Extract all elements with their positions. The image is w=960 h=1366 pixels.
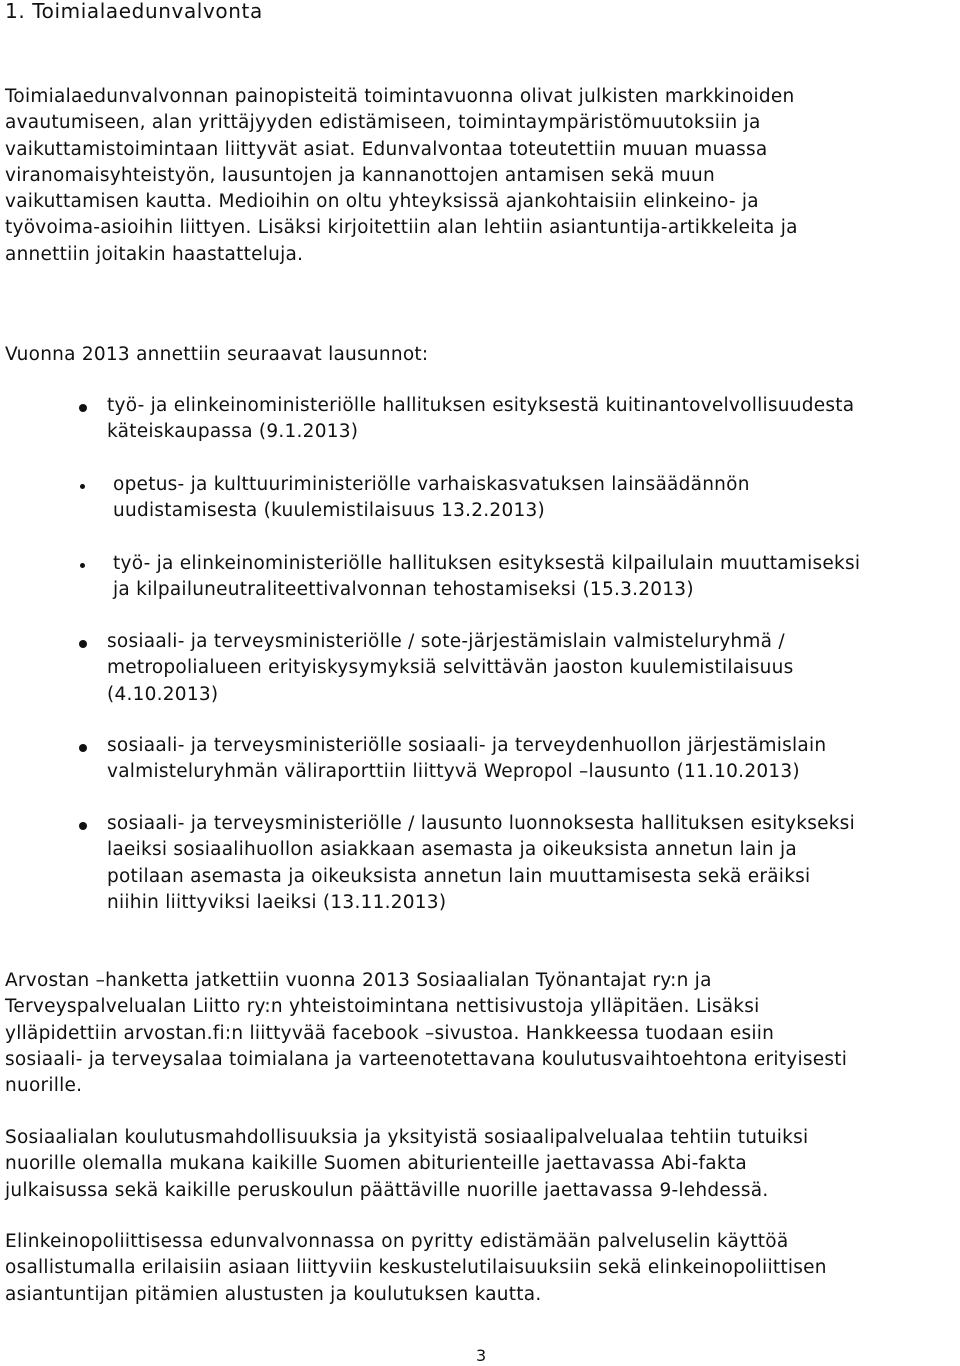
list-item-line: (4.10.2013) <box>107 683 219 705</box>
list-item-line: sosiaali- ja terveysministeriölle / lausunto luonnoksesta hallituksen esitykseksi <box>107 813 855 834</box>
list-item-line: käteiskaupassa (9.1.2013) <box>107 421 359 443</box>
bullet-icon <box>79 822 87 830</box>
education-line: julkaisussa sekä kaikille peruskoulun päättäville nuorille jaettavassa 9-lehdessä. <box>5 1179 769 1201</box>
intro-paragraph <box>5 84 955 268</box>
arvostan-line: Arvostan –hanketta jatkettiin vuonna 2013 Sosiaalialan Työnantajat ry:n ja <box>5 970 712 991</box>
list-item-line: työ- ja elinkeinoministeriölle hallituksen esityksestä kilpailulain muuttamiseksi <box>113 553 861 574</box>
intro-line: viranomaisyhteistyön, lausuntojen ja kannanottojen antamisen sekä muun <box>5 164 715 186</box>
list-item-line: laeiksi sosiaalihuollon asiakkaan asemasta ja oikeuksista annetun lain ja <box>107 839 797 861</box>
intro-line: avautumiseen, alan yrittäjyyden edistämiseen, toimintaympäristömuutoksiin ja <box>5 112 761 134</box>
bullet-icon <box>79 744 87 752</box>
policy-paragraph <box>5 1229 955 1308</box>
intro-line: vaikuttamisen kautta. Medioihin on oltu yhteyksissä ajankohtaisiin elinkeino- ja <box>5 191 759 213</box>
policy-line: Elinkeinopoliittisessa edunvalvonnassa on pyritty edistämään palveluselin käyttöä <box>5 1231 789 1252</box>
education-line: nuorille olemalla mukana kaikille Suomen abiturienteille jaettavassa Abi-fakta <box>5 1153 747 1175</box>
intro-line: työvoima-asioihin liittyen. Lisäksi kirjoitettiin alan lehtiin asiantuntija-artikkeleita ja <box>5 217 798 239</box>
policy-line: osallistumalla erilaisiin asiaan liittyviin keskustelutilaisuuksiin sekä elinkeinopoliittisen <box>5 1257 827 1279</box>
arvostan-line: Terveyspalvelualan Liitto ry:n yhteistoimintana nettisivustoja ylläpitäen. Lisäksi <box>5 996 760 1018</box>
education-paragraph <box>5 1125 955 1204</box>
intro-line: vaikuttamistoimintaan liittyvät asiat. Edunvalvontaa toteutettiin muuan muassa <box>5 138 768 160</box>
page-number: 3 <box>476 1346 487 1365</box>
list-item-line: niihin liittyviksi laeiksi (13.11.2013) <box>107 891 447 913</box>
bullet-icon <box>80 563 85 568</box>
education-line: Sosiaalialan koulutusmahdollisuuksia ja yksityistä sosiaalipalvelualaa tehtiin tutuiksi <box>5 1127 809 1148</box>
arvostan-line: sosiaali- ja terveysalaa toimialana ja varteenotettavana koulutusvaihtoehtona erityisesti <box>5 1048 848 1070</box>
bullet-icon <box>79 640 87 648</box>
section-heading: 1. Toimialaedunvalvonta <box>5 0 263 23</box>
bullet-icon <box>79 404 87 412</box>
arvostan-line: ylläpidettiin arvostan.fi:n liittyvää facebook –sivustoa. Hankkeessa tuodaan esiin <box>5 1022 775 1044</box>
list-item-line: uudistamisesta (kuulemistilaisuus 13.2.2013) <box>113 500 545 522</box>
list-item-line: työ- ja elinkeinoministeriölle hallituksen esityksestä kuitinantovelvollisuudesta <box>107 395 855 416</box>
policy-line: asiantuntijan pitämien alustusten ja koulutuksen kautta. <box>5 1283 542 1305</box>
arvostan-paragraph <box>5 968 955 1099</box>
arvostan-line: nuorille. <box>5 1075 83 1097</box>
intro-line: Toimialaedunvalvonnan painopisteitä toimintavuonna olivat julkisten markkinoiden <box>5 86 795 107</box>
list-item-line: valmisteluryhmän väliraporttiin liittyvä Wepropol –lausunto (11.10.2013) <box>107 761 800 783</box>
list-item-line: ja kilpailuneutraliteettivalvonnan tehostamiseksi (15.3.2013) <box>113 579 694 601</box>
list-item-line: opetus- ja kulttuuriministeriölle varhaiskasvatuksen lainsäädännön <box>113 474 750 495</box>
list-item-line: sosiaali- ja terveysministeriölle / sote-järjestämislain valmisteluryhmä / <box>107 631 785 652</box>
list-item-line: potilaan asemasta ja oikeuksista annetun lain muuttamisesta sekä eräiksi <box>107 865 811 887</box>
statements-intro: Vuonna 2013 annettiin seuraavat lausunnot: <box>5 344 429 365</box>
list-item-line: metropolialueen erityiskysymyksiä selvittävän jaoston kuulemistilaisuus <box>107 657 794 679</box>
list-item-line: sosiaali- ja terveysministeriölle sosiaali- ja terveydenhuollon järjestämislain <box>107 735 827 756</box>
bullet-icon <box>80 484 85 489</box>
intro-line: annettiin joitakin haastatteluja. <box>5 243 304 265</box>
